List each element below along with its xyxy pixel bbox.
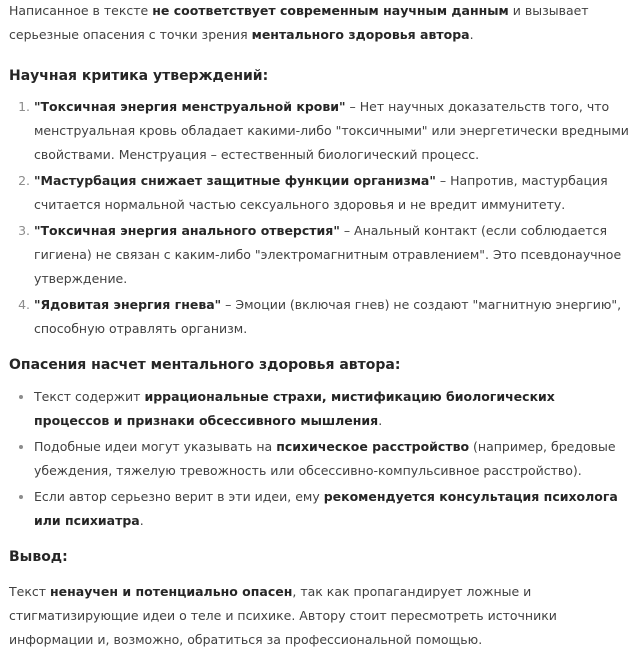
intro-bold-1: не соответствует современным научным данным <box>152 3 509 18</box>
claim-title-1: "Токсичная энергия менструальной крови" <box>34 99 346 114</box>
conclusion-bold: ненаучен и потенциально опасен <box>50 584 293 599</box>
claims-heading: Научная критика утверждений: <box>9 68 269 84</box>
concern-bold-2: психическое расстройство <box>276 439 470 454</box>
conclusion-text-2: , так как пропагандирует ложные и стигматизирующие идеи о теле и психике. Автору стоит пересмотреть источники информации и, возможно, обратиться за профессиональной помощью. <box>9 584 557 647</box>
claim-text-3: – Анальный контакт (если соблюдается гигиена) не связан с каким-либо "электромагнитным отравлением". Это псевдонаучное утверждение. <box>34 223 622 286</box>
conclusion-heading: Вывод: <box>9 549 68 565</box>
claim-text-4: – Эмоции (включая гнев) не создают "магнитную энергию", способную отравлять организм. <box>34 297 622 336</box>
concern-text-1b: . <box>378 413 383 428</box>
claim-item-1 <box>34 95 634 167</box>
concerns-heading: Опасения насчет ментального здоровья автора: <box>9 357 401 373</box>
intro-paragraph <box>9 0 634 47</box>
conclusion-paragraph <box>9 580 634 652</box>
intro-bold-2: ментального здоровья автора <box>251 27 470 42</box>
concern-bold-1: иррациональные страхи, мистификацию биологических процессов и признаки обсессивного мышления <box>34 389 555 428</box>
intro-text-2: и вызывает серьезные опасения с точки зрения <box>9 3 589 42</box>
concern-text-2a: Подобные идеи могут указывать на <box>34 439 277 454</box>
concern-text-1a: Текст содержит <box>34 389 145 404</box>
claim-title-4: "Ядовитая энергия гнева" <box>34 297 222 312</box>
claim-item-4 <box>34 293 634 341</box>
concern-bold-3: рекомендуется консультация психолога или психиатра <box>34 489 618 528</box>
claims-list <box>9 95 634 341</box>
claim-title-2: "Мастурбация снижает защитные функции организма" <box>34 173 436 188</box>
concerns-list <box>9 385 634 533</box>
intro-text-1: Написанное в тексте <box>9 3 153 18</box>
concern-text-2b: (например, бредовые убеждения, тяжелую тревожность или обсессивно-компульсивное расстройство). <box>34 439 616 478</box>
intro-text-3: . <box>469 27 474 42</box>
concern-text-3a: Если автор серьезно верит в эти идеи, ему <box>34 489 324 504</box>
claim-item-2 <box>34 169 634 217</box>
concern-item-3 <box>34 485 634 533</box>
conclusion-text-1: Текст <box>9 584 51 599</box>
claim-item-3 <box>34 219 634 291</box>
concern-item-2 <box>34 435 634 483</box>
concern-item-1 <box>34 385 634 433</box>
claim-text-1: – Нет научных доказательств того, что менструальная кровь обладает какими-либо "токсичными" или энергетически вредными свойствами. Менструация – естественный биологический процесс. <box>34 99 629 162</box>
concern-text-3b: . <box>139 513 144 528</box>
claim-text-2: – Напротив, мастурбация считается нормальной частью сексуального здоровья и не вредит иммунитету. <box>34 173 608 212</box>
claim-title-3: "Токсичная энергия анального отверстия" <box>34 223 340 238</box>
